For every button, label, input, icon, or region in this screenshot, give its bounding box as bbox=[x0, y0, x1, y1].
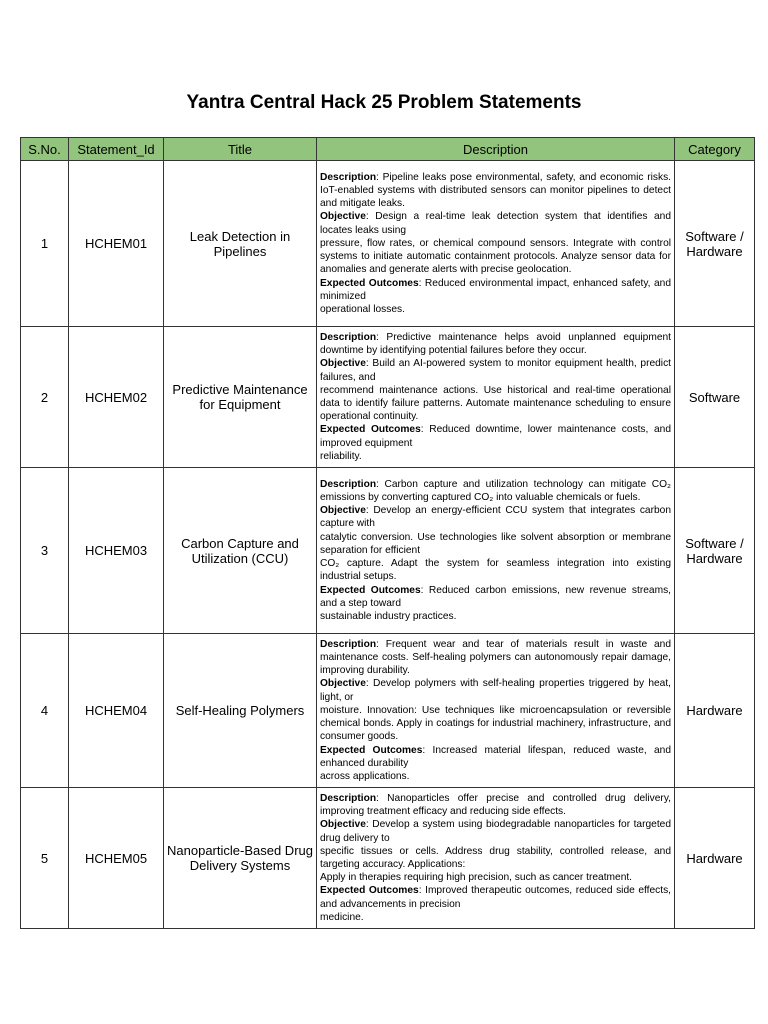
section-label: Description bbox=[320, 792, 377, 804]
section-text: : Pipeline leaks pose environmental, safety, and economic risks. IoT-enabled systems with distributed sensors can monitor pipelines to detect and mitigate leaks. bbox=[320, 171, 671, 210]
header-category: Category bbox=[675, 138, 755, 161]
table-row bbox=[21, 468, 755, 634]
section-text: : Increased material lifespan, reduced waste, and enhanced durability bbox=[320, 744, 671, 769]
section-text: : Frequent wear and tear of materials result in waste and maintenance costs. Self-healing polymers can autonomously repair damage, improving durability. bbox=[320, 638, 671, 677]
document-title: Yantra Central Hack 25 Problem Statements bbox=[186, 92, 582, 113]
section-text: reliability. bbox=[320, 450, 362, 462]
section-label: Objective bbox=[320, 211, 366, 223]
description-line bbox=[320, 237, 671, 277]
row-sno: 1 bbox=[21, 161, 69, 327]
section-text: moisture. Innovation: Use techniques like microencapsulation or reversible chemical bonds. Apply in coatings for industrial machinery, infrastructure, and consumer goods. bbox=[320, 704, 671, 743]
description-line bbox=[320, 478, 671, 504]
description-line bbox=[320, 303, 671, 316]
header-sno: S.No. bbox=[21, 138, 69, 161]
section-label: Description bbox=[320, 331, 377, 343]
section-text: catalytic conversion. Use technologies like solvent absorption or membrane separation for efficient bbox=[320, 531, 671, 556]
section-label: Objective bbox=[320, 819, 366, 831]
section-text: : Carbon capture and utilization technology can mitigate CO₂ emissions by converting captured CO₂ into valuable chemicals or fuels. bbox=[320, 478, 671, 504]
section-label: Objective bbox=[320, 678, 366, 690]
section-text: Apply in therapies requiring high precision, such as cancer treatment. bbox=[320, 872, 633, 884]
section-label: Description bbox=[320, 171, 377, 183]
section-text: : Reduced carbon emissions, new revenue streams, and a step toward bbox=[320, 584, 671, 609]
row-sno: 3 bbox=[21, 468, 69, 634]
section-label: Description bbox=[320, 478, 377, 490]
table-row bbox=[21, 634, 755, 788]
section-text: : Design a real-time leak detection system that identifies and locates leaks using bbox=[320, 211, 671, 236]
section-text: operational losses. bbox=[320, 303, 405, 315]
description-line bbox=[320, 584, 671, 610]
header-statement-id: Statement_Id bbox=[69, 138, 164, 161]
row-category: Software / Hardware bbox=[675, 468, 755, 634]
section-text: sustainable industry practices. bbox=[320, 610, 457, 622]
table-header-row bbox=[21, 138, 755, 161]
table-row bbox=[21, 788, 755, 929]
description-line bbox=[320, 770, 671, 783]
row-title: Predictive Maintenance for Equipment bbox=[164, 327, 317, 468]
description-line bbox=[320, 423, 671, 449]
row-statement-id: HCHEM05 bbox=[69, 788, 164, 929]
section-text: recommend maintenance actions. Use historical and real-time operational data to identify failure patterns. Automate maintenance scheduling to ensure operational continuity. bbox=[320, 384, 671, 423]
row-sno: 2 bbox=[21, 327, 69, 468]
section-label: Description bbox=[320, 638, 377, 650]
description-line bbox=[320, 744, 671, 770]
section-text: : Reduced environmental impact, enhanced safety, and minimized bbox=[320, 277, 671, 302]
section-label: Expected Outcomes bbox=[320, 744, 423, 756]
row-statement-id: HCHEM02 bbox=[69, 327, 164, 468]
section-text: : Develop a system using biodegradable nanoparticles for targeted drug delivery to bbox=[320, 819, 671, 844]
section-text: : Reduced downtime, lower maintenance costs, and improved equipment bbox=[320, 424, 671, 449]
description-line bbox=[320, 357, 671, 383]
section-text: : Improved therapeutic outcomes, reduced side effects, and advancements in precision bbox=[320, 885, 672, 910]
row-category: Software bbox=[675, 327, 755, 468]
row-category: Hardware bbox=[675, 788, 755, 929]
description-line bbox=[320, 818, 671, 844]
section-text: : Nanoparticles offer precise and controlled drug delivery, improving treatment efficacy and reducing side effects. bbox=[320, 792, 671, 818]
description-line bbox=[320, 638, 671, 678]
description-line bbox=[320, 171, 671, 211]
description-line bbox=[320, 450, 671, 463]
row-statement-id: HCHEM04 bbox=[69, 634, 164, 788]
description-line bbox=[320, 557, 671, 583]
problem-statements-table bbox=[20, 137, 755, 929]
description-line bbox=[320, 884, 671, 910]
row-title: Leak Detection in Pipelines bbox=[164, 161, 317, 327]
section-text: : Predictive maintenance helps avoid unplanned equipment downtime by identifying potential failures before they occur. bbox=[320, 331, 671, 357]
row-sno: 4 bbox=[21, 634, 69, 788]
section-text: specific tissues or cells. Address drug stability, controlled release, and targeting accuracy. Applications: bbox=[320, 845, 671, 870]
section-label: Expected Outcomes bbox=[320, 885, 419, 897]
row-description bbox=[317, 161, 675, 327]
section-text: pressure, flow rates, or chemical compound sensors. Integrate with control systems to initiate automatic containment protocols. Analyze sensor data for anomalies and generate alerts with precise geolocation. bbox=[320, 237, 671, 276]
header-description: Description bbox=[317, 138, 675, 161]
section-label: Objective bbox=[320, 358, 366, 370]
description-line bbox=[320, 504, 671, 530]
row-description bbox=[317, 327, 675, 468]
row-description bbox=[317, 468, 675, 634]
row-title: Carbon Capture and Utilization (CCU) bbox=[164, 468, 317, 634]
description-line bbox=[320, 277, 671, 303]
description-line bbox=[320, 704, 671, 744]
section-text: medicine. bbox=[320, 911, 364, 923]
section-text: : Develop polymers with self-healing properties triggered by heat, light, or bbox=[320, 678, 671, 703]
section-text: across applications. bbox=[320, 770, 410, 782]
section-label: Objective bbox=[320, 505, 366, 517]
row-category: Software / Hardware bbox=[675, 161, 755, 327]
section-text: : Build an AI-powered system to monitor equipment health, predict failures, and bbox=[320, 358, 671, 383]
description-line bbox=[320, 792, 671, 818]
row-category: Hardware bbox=[675, 634, 755, 788]
row-sno: 5 bbox=[21, 788, 69, 929]
description-line bbox=[320, 531, 671, 557]
section-label: Expected Outcomes bbox=[320, 277, 419, 289]
row-description bbox=[317, 634, 675, 788]
section-label: Expected Outcomes bbox=[320, 584, 421, 596]
description-line bbox=[320, 845, 671, 871]
description-line bbox=[320, 210, 671, 236]
description-line bbox=[320, 384, 671, 424]
row-title: Self-Healing Polymers bbox=[164, 634, 317, 788]
table-row bbox=[21, 161, 755, 327]
row-statement-id: HCHEM03 bbox=[69, 468, 164, 634]
description-line bbox=[320, 610, 671, 623]
header-title: Title bbox=[164, 138, 317, 161]
section-text: CO₂ capture. Adapt the system for seamless integration into existing industrial setups. bbox=[320, 558, 671, 583]
section-label: Expected Outcomes bbox=[320, 424, 421, 436]
row-description bbox=[317, 788, 675, 929]
row-title: Nanoparticle-Based Drug Delivery Systems bbox=[164, 788, 317, 929]
description-line bbox=[320, 677, 671, 703]
table-row bbox=[21, 327, 755, 468]
description-line bbox=[320, 331, 671, 357]
row-statement-id: HCHEM01 bbox=[69, 161, 164, 327]
description-line bbox=[320, 871, 671, 884]
section-text: : Develop an energy-efficient CCU system that integrates carbon capture with bbox=[320, 505, 671, 530]
description-line bbox=[320, 911, 671, 924]
